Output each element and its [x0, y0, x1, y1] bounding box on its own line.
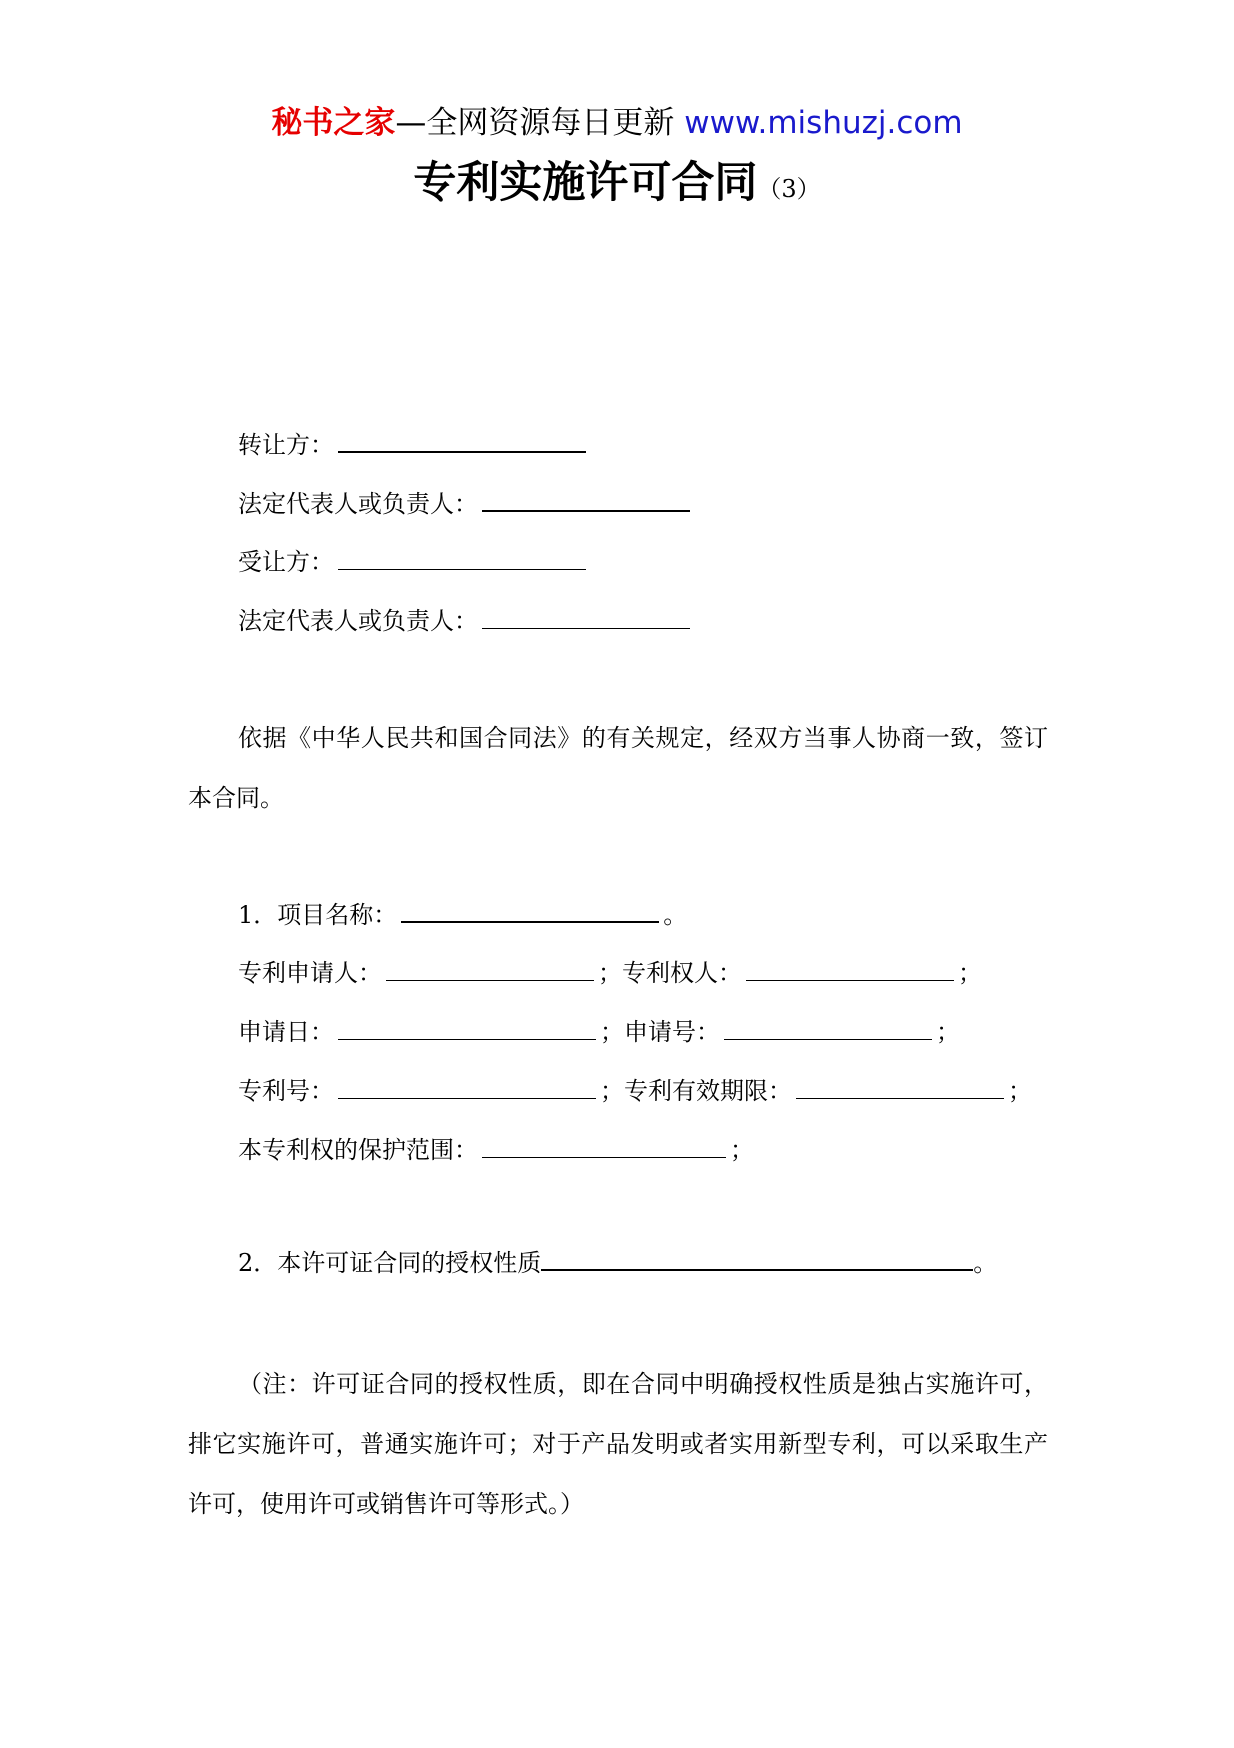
site-brand: 秘书之家: [271, 105, 396, 141]
application-number-blank[interactable]: [724, 1013, 932, 1040]
transferee-line: [238, 543, 590, 579]
license-nature-end: 。: [973, 1249, 998, 1277]
holder-blank[interactable]: [746, 954, 954, 981]
site-header: [0, 103, 1234, 143]
transferor-label: 转让方：: [238, 431, 334, 459]
transferee-blank[interactable]: [338, 543, 586, 570]
project-name-label: 1．项目名称：: [238, 901, 398, 929]
application-date-blank[interactable]: [338, 1013, 596, 1040]
applicant-blank[interactable]: [386, 954, 594, 981]
semicolon-3: ；: [600, 1018, 624, 1046]
validity-blank[interactable]: [796, 1072, 1004, 1099]
title-suffix: （3）: [757, 175, 821, 203]
transferor-line: [238, 425, 590, 462]
semicolon-2: ；: [958, 959, 982, 987]
license-nature-label: 2．本许可证合同的授权性质: [238, 1249, 542, 1277]
application-date-label: 申请日：: [238, 1018, 334, 1046]
document-title: [0, 155, 1234, 217]
title-main: 专利实施许可合同: [413, 158, 758, 208]
transferee-rep-blank[interactable]: [482, 602, 690, 629]
applicant-holder-line: [238, 954, 982, 990]
transferor-blank[interactable]: [338, 425, 586, 453]
transferor-rep-line: [238, 484, 694, 521]
application-line: [238, 1013, 960, 1049]
transferor-rep-blank[interactable]: [482, 484, 690, 512]
site-url-link[interactable]: www.mishuzj.com: [684, 105, 963, 141]
applicant-label: 专利申请人：: [238, 959, 382, 987]
protection-scope-label: 本专利权的保护范围：: [238, 1136, 478, 1164]
validity-label: 专利有效期限：: [624, 1077, 792, 1105]
transferee-rep-line: [238, 602, 694, 638]
semicolon-5: ；: [600, 1077, 624, 1105]
note-paragraph: （注：许可证合同的授权性质，即在合同中明确授权性质是独占实施许可，排它实施许可，普通实施许可；对于产品发明或者实用新型专利，可以采取生产许可，使用许可或销售许可等形式。）: [188, 1370, 1048, 1518]
holder-label: 专利权人：: [622, 959, 742, 987]
project-name-blank[interactable]: [401, 895, 659, 923]
semicolon-4: ；: [936, 1018, 960, 1046]
license-nature-blank[interactable]: [541, 1243, 973, 1271]
semicolon-7: ；: [730, 1136, 754, 1164]
project-name-line: [238, 895, 687, 932]
project-name-end: 。: [663, 901, 688, 929]
protection-scope-blank[interactable]: [482, 1131, 726, 1158]
transferee-label: 受让方：: [238, 548, 334, 576]
semicolon-1: ；: [598, 959, 622, 987]
patent-number-line: [238, 1072, 1032, 1108]
patent-number-blank[interactable]: [338, 1072, 596, 1099]
patent-number-label: 专利号：: [238, 1077, 334, 1105]
preamble-paragraph: 依据《中华人民共和国合同法》的有关规定，经双方当事人协商一致，签订本合同。: [188, 724, 1048, 812]
application-number-label: 申请号：: [624, 1018, 720, 1046]
protection-scope-line: [238, 1131, 754, 1167]
site-slogan: —全网资源每日更新: [395, 105, 675, 141]
transferee-rep-label: 法定代表人或负责人：: [238, 607, 478, 635]
transferor-rep-label: 法定代表人或负责人：: [238, 490, 478, 518]
semicolon-6: ；: [1008, 1077, 1032, 1105]
license-nature-line: [238, 1243, 997, 1280]
